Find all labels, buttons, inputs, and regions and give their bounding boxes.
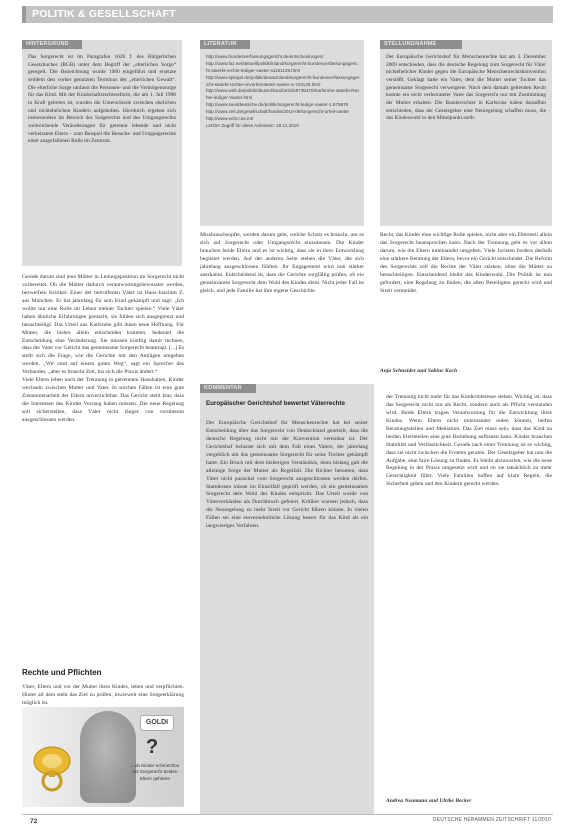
column-1-body — [22, 274, 184, 682]
background-paragraph: Das Sorgerecht ist im Paragrafen 1626 f. des Bürgerlichen Gesetzbuches (BGB) unter dem Begriff der „elterlichen Sorge“ geregelt. Die Bezeichnung wurde 1980 eingeführt und ersetzte seitdem den vorher genutzten Terminus der „elterlichen Gewalt“. Die elterliche Sorge umfasst die Personen- und die Vermögenssorge für das Kind. Mit der Kindschaftsrechtsreform, die am 1. Juli 1998 in Kraft getreten ist, wurden die Unterschiede zwischen ehelichen und nichtehelichen Kindern aufgehoben. Hierdurch ergeben sich insbesondere im Bereich des Sorgerechts und des Umgangsrechts weitreichende Veränderungen für getrennt lebende und nicht verheiratete Eltern – zum Beispiel die Besuchs- und Umgangsrechte einer ausgefallenen Rolle im Zentrum. — [28, 54, 176, 145]
literature-access-note: Letzter Zugriff für diese Adressen: 18.11.2010 — [206, 122, 299, 128]
column-3-signature: Anja Schneider und Sabine Koch — [380, 368, 458, 374]
section-header-accent — [22, 6, 26, 23]
literature-link[interactable]: http://www.sueddeutsche.de/politik/sorgerecht-ledige-vaeter-1.979876 — [206, 102, 349, 108]
column-1-after-heading — [22, 684, 184, 706]
ad-logo: GOLDI — [140, 715, 174, 731]
section-header-bar — [22, 6, 553, 23]
literature-link[interactable]: http://www.echr.coe.int/ — [206, 116, 254, 122]
commentary-box-header — [200, 384, 256, 393]
literature-box-label: LITERATUR — [204, 41, 237, 47]
column-3-body — [380, 232, 552, 366]
literature-link[interactable]: http://www.bundesverfassungsgericht.de/entscheidungen/ — [206, 54, 324, 59]
page-number: 72 — [30, 818, 38, 825]
literature-links — [206, 54, 360, 222]
pacifier-icon — [28, 741, 76, 793]
literature-link[interactable]: http://www.welt.de/politik/deutschland/article8735470/Karlsruhe-staerkt-Rechte-lediger-Vaeter.html — [206, 88, 360, 101]
commentary-paragraph: Der Europäische Gerichtshof für Menschenrechte hat bei seiner Entscheidung über das Sorgerecht von Deutschland geurteilt, dass die deutsche Regelung nicht mit der Konvention vereinbar ist. Der Gerichtshof befasste sich mit dem Fall eines Vaters, der jahrelang vergeblich um das gemeinsame Sorgerecht für seine Tochter gekämpft hatte. Ein Bruch mit dem bisherigen Verständnis, denn bislang galt die alleinige Sorge der Mutter als Regelfall. Die Richter betonten, dass Väter nicht pauschal vom Sorgerecht ausgeschlossen werden dürfen. Stattdessen müsse im Einzelfall geprüft werden, ob ein gemeinsames Sorgerecht dem Wohl des Kindes entspricht. Das Urteil wurde von Väterverbänden als Durchbruch gefeiert. Kritiker warnen jedoch, dass die Neuregelung zu mehr Streit vor Gericht führen könnte. In vielen Fällen sei eine einvernehmliche Lösung besser für das Kind als ein langwieriges Verfahren. — [206, 420, 368, 530]
column-4-body — [386, 394, 552, 796]
body-paragraph: Viele Eltern leben nach der Trennung in getrennten Haushalten, Kinder wechseln zwischen Mutter und Vater. In solchen Fällen ist eine gute Zusammenarbeit der Eltern unverzichtbar. Das Gericht stellt klar, dass die Interessen des Kindes Vorrang haben müssen. Die neue Regelung soll sicherstellen, dass Väter nicht länger von vornherein ausgeschlossen werden. — [22, 377, 184, 423]
section-title: POLITIK & GESELLSCHAFT — [32, 8, 176, 20]
body-paragraph: der Trennung nicht mehr für das Kinderinteresse stehen. Wichtig ist, dass das Sorgerecht nicht nur als Recht, sondern auch als Pflicht verstanden wird. Beide Eltern tragen Verantwortung für die Entwicklung ihres Kindes. Wenn Eltern nicht miteinander reden können, helfen Beratungsstellen und Mediation. Das Ziel muss sein, dass das Kind zu beiden Elternteilen eine gute Beziehung aufbauen kann. Kinder brauchen Stabilität und Verlässlichkeit. Gerade nach einer Trennung ist es wichtig, dass sie nicht zwischen die Fronten geraten. Der Gesetzgeber hat nun die Aufgabe, eine faire Lösung zu finden. Es bleibt abzuwarten, wie die neue Regelung in der Praxis umgesetzt wird und ob sie tatsächlich zu mehr Gerechtigkeit führt. Viele Familien hoffen auf klare Regeln, die Sicherheit geben und den Kindern gerecht werden. — [386, 394, 552, 488]
ad-text: ...ob Kinder schmerzlos mit Sorgerecht beiden Eltern gehören — [131, 763, 179, 781]
column-4-signature: Andrea Neumann und Ulrike Becker — [386, 798, 472, 804]
column-2-body — [200, 232, 364, 374]
background-box-label: HINTERGRUND — [26, 41, 69, 47]
statement-paragraph: Der Europäische Gerichtshof für Menschenrechte hat am 3. Dezember 2009 entschieden, dass die deutsche Regelung zum Sorgerecht für Väter nichtehelicher Kinder gegen die Europäische Menschenrechtskonvention verstößt. Geklagt hatte ein Vater, dem die Mutter seiner Tochter das gemeinsame Sorgerecht verweigerte. Nach dem damals geltenden Recht konnte ein nicht verheirateter Vater das Sorgerecht nur mit Zustimmung der Mutter erhalten. Die Bundesrichter in Karlsruhe haben daraufhin entschieden, dass der Gesetzgeber eine Neuregelung schaffen muss, die das Kindeswohl in den Mittelpunkt stellt. — [386, 54, 546, 122]
body-paragraph: Väter, Eltern und vor der Mutter ihres Kindes, leben und verpflichten. Hinter all dem steht das Ziel zu prüfen, inwieweit eine Sorgeerklärung möglich ist. — [22, 684, 184, 706]
literature-link[interactable]: http://www.faz.net/aktuell/politik/inland/sorgerecht-bundesverfassungsgericht-staerkt-rechte-lediger-vaeter-11151125.html — [206, 60, 358, 73]
rights-and-duties-heading: Rechte und Pflichten — [22, 668, 102, 677]
body-paragraph: Recht, das Kinder eine wichtige Rolle spielen, nicht aber ein Elternteil allein das Sorgerecht beanspruchen kann. Nach der Trennung geht es vor allem darum, wie die Eltern miteinander umgehen. Viele Juristen fordern deshalb eine stärkere Beratung der Eltern, bevor ein Gericht entscheidet. Die Reform des Sorgerechts soll die Rechte der Väter stärken, ohne die Mütter zu benachteiligen. Entscheidend bleibt das Kindeswohl. Die Politik ist nun gefordert, eine Regelung zu finden, die allen Beteiligten gerecht wird und Streit vermeidet. — [380, 232, 552, 294]
statement-box-label: STELLUNGNAHME — [384, 41, 437, 47]
background-box-header — [22, 40, 82, 49]
body-paragraph: Gerade darum sind jene Mütter in Leitungsposition im Sorgerecht nicht vorbereitet. Ob die Mütter dadurch verantwortungsbewusster werden, bezweifeln Kritiker. Einer der betroffenen Väter ist Hans-Joachim Z. aus München. Er hat jahrelang für sein Kind gekämpft und sagt: „Ich wollte nur eine Rolle im Leben meiner Tochter spielen.“ Viele Väter haben ähnliche Erfahrungen gemacht, sie fühlen sich ausgegrenzt und benachteiligt. Das Urteil aus Karlsruhe gibt ihnen neue Hoffnung. Für Mütter, die bisher allein entscheiden konnten, bedeutet die Entscheidung eine Veränderung. Sie müssen künftig damit rechnen, dass der Vater vor Gericht das gemeinsame Sorgerecht beantragt. [...] Es stellt sich die Frage, wie die Gerichte mit den Anträgen umgehen werden. „Wir sind auf einem guten Weg“, sagt ein Sprecher des Verbandes, „aber es braucht Zeit, bis sich die Praxis ändert.“ — [22, 274, 184, 376]
advertisement[interactable] — [22, 707, 184, 807]
commentary-text — [206, 420, 368, 810]
ad-baby-photo — [80, 711, 136, 803]
statement-text — [386, 54, 546, 222]
literature-link[interactable]: http://www.zeit.de/gesellschaft/familie/2010-08/sorgerecht-urteil-vaeter — [206, 109, 349, 115]
magazine-name: DEUTSCHE HEBAMMEN ZEITSCHRIFT 11/2010 — [432, 817, 551, 823]
literature-link[interactable]: http://www.spiegel.de/politik/deutschland/sorgerecht-bundesverfassungsgericht-staerkt-rechte-unverheirateter-vaeter-a-710129.html — [206, 74, 360, 87]
ad-question-mark: ? — [146, 736, 159, 758]
body-paragraph: Missbrauchsopfer, werden darum geht, welche Schutz es braucht, um es sich auf Sorgerecht oder Umgangsrecht einzulassen. Die Kinder brauchen beide Eltern und es ist wichtig, dass sie in ihrer Entwicklung begleitet werden. Auf der anderen Seite stehen die Väter, die sich jahrelang ausgeschlossen fühlten. Ihr Engagement wird nun stärker anerkannt. Entscheidend ist, dass die Gerichte sorgfältig prüfen, ob ein gemeinsames Sorgerecht dem Wohl des Kindes dient. Nicht jeder Fall ist gleich, und jede Familie hat ihre eigene Geschichte. — [200, 232, 364, 294]
literature-box-header — [200, 40, 250, 49]
background-text — [28, 54, 176, 260]
statement-box-header — [380, 40, 462, 49]
footer-rule — [22, 814, 553, 815]
commentary-headline: Europäischer Gerichtshof bewertet Väterrechte — [206, 400, 345, 407]
commentary-box-label: KOMMENTAR — [204, 385, 242, 391]
